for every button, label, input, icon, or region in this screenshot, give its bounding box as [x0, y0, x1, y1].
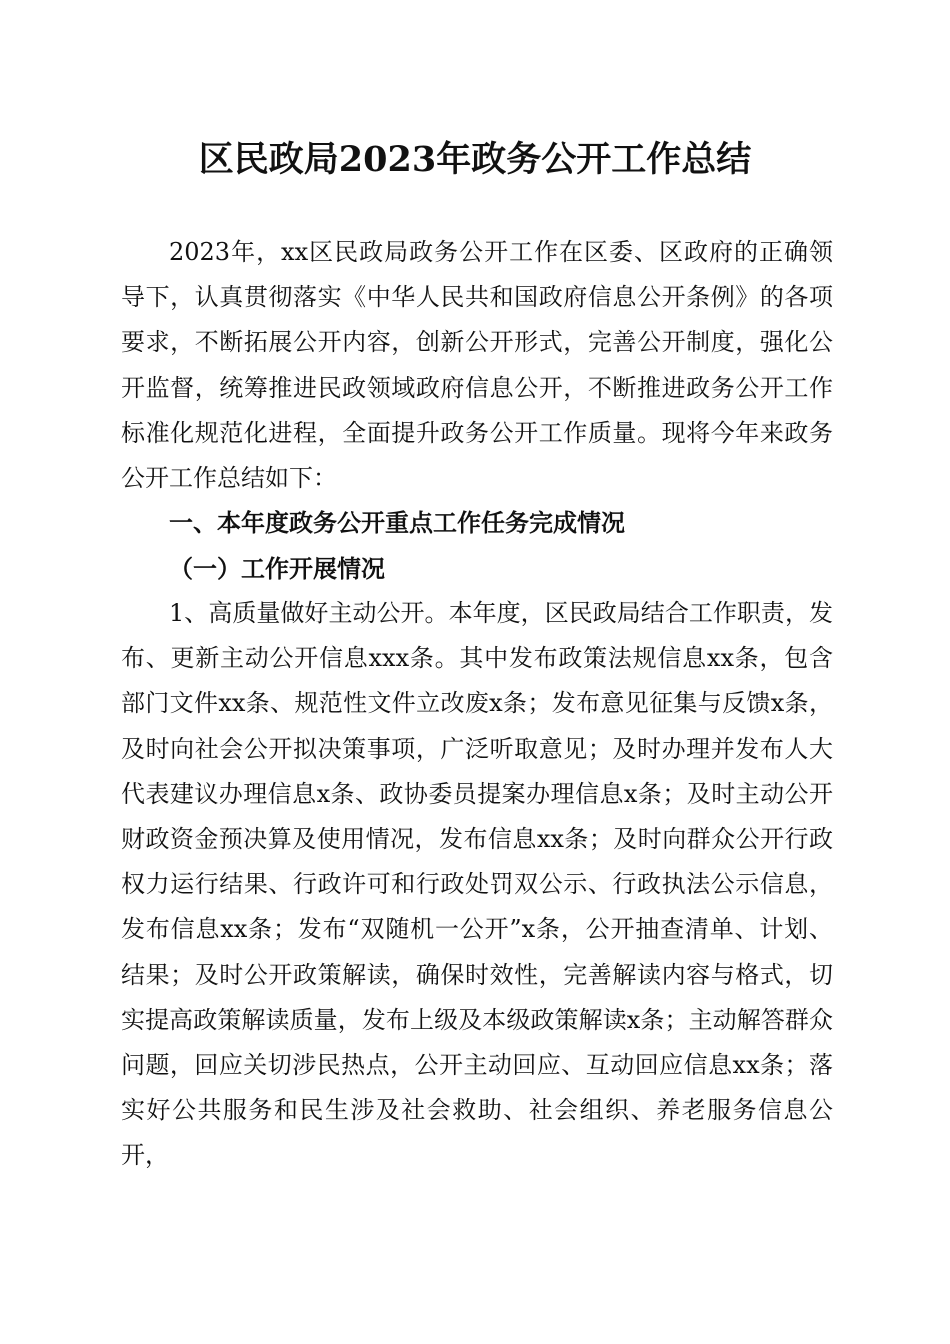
- subsection-heading-1: （一）工作开展情况: [169, 554, 385, 583]
- section-heading-1: 一、本年度政务公开重点工作任务完成情况: [169, 509, 625, 537]
- document-title: 区民政局2023年政务公开工作总结: [198, 139, 752, 180]
- item-1-paragraph: 1、高质量做好主动公开。本年度，区民政局结合工作职责，发布、更新主动公开信息xxx条。其中发布政策法规信息xx条，包含部门文件xx条、规范性文件立改废x条；发布意见征集与反馈x条，及时向社会公开拟决策事项，广泛听取意见；及时办理并发布人大代表建议办理信息x条、政协委员提案办理信息x条；及时主动公开财政资金预决算及使用情况，发布信息xx条；及时向群众公开行政权力运行结果、行政许可和行政处罚双公示、行政执法公示信息，发布信息xx条；发布“双随机一公开”x条，公开抽查清单、计划、结果；及时公开政策解读，确保时效性，完善解读内容与格式，切实提高政策解读质量，发布上级及本级政策解读x条；主动解答群众问题，回应关切涉民热点，公开主动回应、互动回应信息xx条；落实好公共服务和民生涉及社会救助、社会组织、养老服务信息公开，: [121, 599, 833, 1170]
- intro-paragraph: 2023年，xx区民政局政务公开工作在区委、区政府的正确领导下，认真贯彻落实《中华人民共和国政府信息公开条例》的各项要求，不断拓展公开内容，创新公开形式，完善公开制度，强化公开监督，统筹推进民政领域政府信息公开，不断推进政务公开工作标准化规范化进程，全面提升政务公开工作质量。现将今年来政务公开工作总结如下：: [121, 238, 833, 493]
